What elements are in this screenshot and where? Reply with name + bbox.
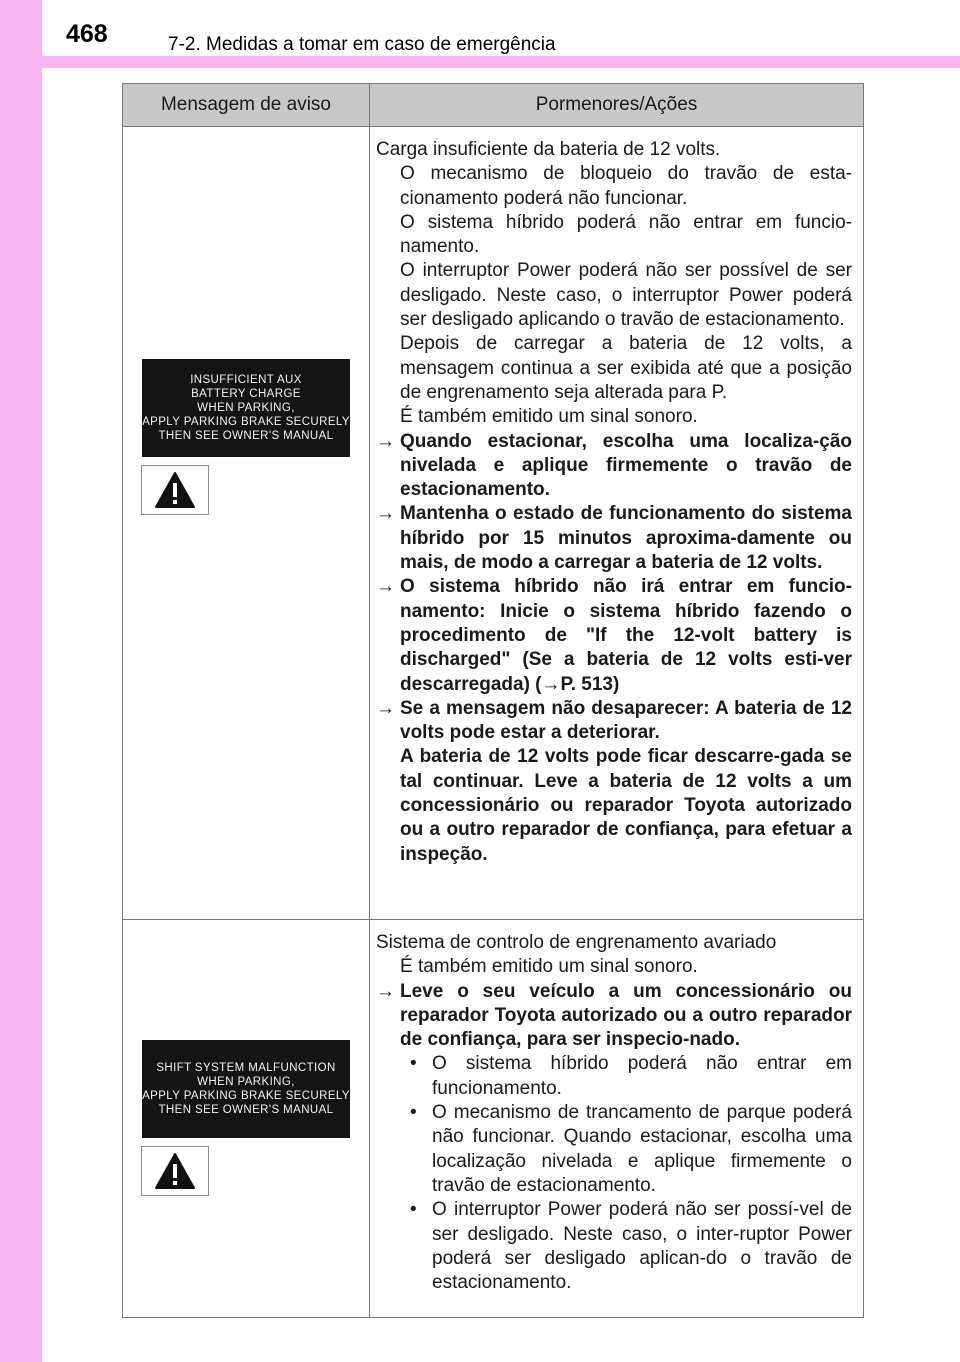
warning-triangle-icon (154, 1152, 196, 1190)
arrow-icon: → (376, 980, 395, 1002)
insufficient-aux-battery-display (142, 359, 350, 457)
table-row (123, 920, 864, 1318)
action-text: O sistema híbrido não irá entrar em funcio-namento: Inicie o sistema híbrido fazendo o procedimento de "If the 12-volt battery is discharged" (Se a bateria de 12 volts esti-ver descarregada) (→P. 513) (400, 576, 852, 695)
display-line: THEN SEE OWNER'S MANUAL (158, 1103, 334, 1116)
message-details-cell (370, 920, 864, 1318)
bullet-icon: • (410, 1199, 417, 1221)
bullet-text: O interruptor Power poderá não ser possí-vel de ser desligado. Neste caso, o inter-ruptor Power poderá ser desligado aplican-do o travão de estacionamento. (432, 1199, 852, 1294)
detail-intro: Sistema de controlo de engrenamento avariado (376, 932, 777, 953)
action-note: A bateria de 12 volts pode ficar descarre-gada se tal continuar. Leve a bateria de 12 volts a um concessionário ou reparador Toyota autorizado ou a outro reparador de confiança, para efetuar a inspeção. (400, 746, 852, 865)
display-line: BATTERY CHARGE (191, 388, 301, 400)
bullet-item (376, 1198, 852, 1295)
warning-icon-box (141, 1146, 209, 1196)
detail-text: O sistema híbrido poderá não entrar em funcio-namento. (400, 211, 852, 258)
column-header-message: Mensagem de aviso (123, 84, 370, 127)
detail-text: É também emitido um sinal sonoro. (400, 406, 698, 428)
column-header-details: Pormenores/Ações (370, 84, 864, 127)
bullet-icon: • (410, 1102, 417, 1124)
detail-text: É também emitido um sinal sonoro. (400, 956, 698, 978)
detail-text: O interruptor Power poderá não ser possível de ser desligado. Neste caso, o interruptor Power poderá ser desligado aplicando o travão de estacionamento. (400, 260, 852, 331)
display-line: WHEN PARKING, (197, 402, 295, 414)
display-line: APPLY PARKING BRAKE SECURELY (142, 1089, 350, 1102)
action-item (376, 980, 852, 1053)
warning-icon-box (141, 465, 209, 515)
side-color-bar (0, 0, 42, 1362)
arrow-icon: → (376, 576, 395, 598)
action-text: Se a mensagem não desaparecer: A bateria de 12 volts pode estar a deteriorar. (400, 697, 852, 744)
table-row (123, 127, 864, 920)
display-line: WHEN PARKING, (197, 1075, 295, 1088)
action-item (376, 502, 852, 575)
warning-triangle-icon (154, 471, 196, 509)
bullet-item (376, 1101, 852, 1198)
display-line: APPLY PARKING BRAKE SECURELY (142, 416, 350, 428)
arrow-icon: → (376, 430, 395, 452)
action-text: Quando estacionar, escolha uma localiza-ção nivelada e aplique firmemente o travão de estacionamento. (400, 430, 852, 501)
detail-text: Depois de carregar a bateria de 12 volts, a mensagem continua a ser exibida até que a posição de engrenamento seja alterada para P. (400, 333, 852, 403)
display-line: INSUFFICIENT AUX (190, 374, 302, 386)
warning-messages-table (122, 83, 864, 1318)
action-text: Mantenha o estado de funcionamento do sistema híbrido por 15 minutos aproxima-damente ou mais, de modo a carregar a bateria de 12 volts. (400, 503, 852, 574)
message-image-cell (123, 920, 370, 1318)
action-item (376, 697, 852, 746)
shift-system-malfunction-display (142, 1040, 350, 1138)
chapter-title: 7-2. Medidas a tomar em caso de emergência (168, 34, 556, 55)
detail-intro: Carga insuficiente da bateria de 12 volts. (376, 139, 721, 160)
action-item (376, 430, 852, 503)
action-text: Leve o seu veículo a um concessionário ou reparador Toyota autorizado ou a outro reparador de confiança, para ser inspecio-nado. (400, 980, 852, 1051)
bullet-text: O sistema híbrido poderá não entrar em funcionamento. (432, 1053, 852, 1099)
table-header-row (123, 84, 864, 127)
action-item (376, 575, 852, 696)
page-number: 468 (66, 20, 108, 48)
message-details-cell (370, 127, 864, 920)
display-line: THEN SEE OWNER'S MANUAL (158, 430, 334, 442)
bullet-text: O mecanismo de trancamento de parque poderá não funcionar. Quando estacionar, escolha uma localização nivelada e aplique firmemente o travão de estacionamento. (432, 1102, 852, 1196)
bullet-item (376, 1052, 852, 1101)
display-line: SHIFT SYSTEM MALFUNCTION (156, 1061, 336, 1074)
detail-text: O mecanismo de bloqueio do travão de esta-cionamento poderá não funcionar. (400, 163, 852, 209)
arrow-icon: → (376, 697, 395, 719)
message-image-cell (123, 127, 370, 920)
bullet-icon: • (410, 1053, 417, 1075)
arrow-icon: → (376, 503, 395, 525)
